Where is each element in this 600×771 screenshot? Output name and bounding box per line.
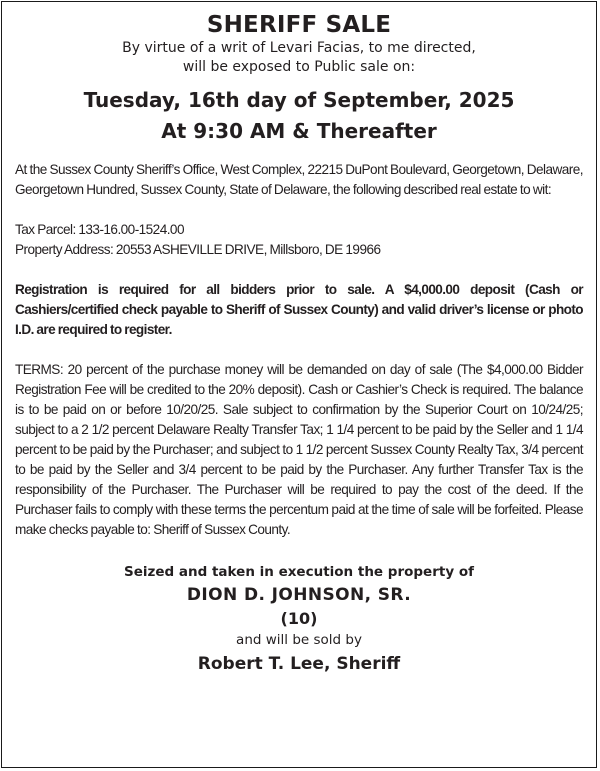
seized-statement: Seized and taken in execution the property of <box>124 564 474 580</box>
sale-date: Tuesday, 16th day of September, 2025 <box>83 88 515 112</box>
defendant-name: DION D. JOHNSON, SR. <box>186 585 412 605</box>
notice-title: SHERIFF SALE <box>206 12 392 38</box>
sheriff-name: Robert T. Lee, Sheriff <box>197 654 401 674</box>
writ-statement: By virtue of a writ of Levari Facias, to me directed, <box>122 40 476 56</box>
case-number: (10) <box>280 609 318 628</box>
sheriff-sale-notice <box>1 1 597 768</box>
registration-paragraph: Registration is required for all bidders prior to sale. A $4,000.00 deposit (Cash or Cashiers/certified check payable to Sheriff of Sussex County) and valid driver’s license or photo I.D. are required to register. <box>15 282 583 337</box>
property-address: Property Address: 20553 ASHEVILLE DRIVE, Millsboro, DE 19966 <box>15 242 381 257</box>
sale-location-paragraph: At the Sussex County Sheriff’s Office, West Complex, 22215 DuPont Boulevard, Georgetown, Delaware, Georgetown Hundred, Sussex County, State of Delaware, the following described real estate to wit: <box>15 162 584 197</box>
sale-time: At 9:30 AM & Thereafter <box>161 119 437 143</box>
terms-paragraph: TERMS: 20 percent of the purchase money will be demanded on day of sale (The $4,000.00 Bidder Registration Fee will be credited to the 20% deposit). Cash or Cashier’s Check is required. The balance is to be paid on or before 10/20/25. Sale subject to confirmation by the Superior Court on 10/24/25; subject to a 2 1/2 percent Delaware Realty Transfer Tax; 1 1/4 percent to be paid by the Seller and 1 1/4 percent to be paid by the Purchaser; and subject to 1 1/2 percent Sussex County Realty Tax, 3/4 percent to be paid by the Seller and 3/4 percent to be paid by the Purchaser. Any further Transfer Tax is the responsibility of the Purchaser. The Purchaser will be required to pay the cost of the deed. If the Purchaser fails to comply with these terms the percentum paid at the time of sale will be forfeited. Please make checks payable to: Sheriff of Sussex County. <box>15 362 583 537</box>
sold-by-statement: and will be sold by <box>236 632 362 648</box>
public-sale-statement: will be exposed to Public sale on: <box>182 59 416 75</box>
tax-parcel: Tax Parcel: 133-16.00-1524.00 <box>15 222 184 237</box>
